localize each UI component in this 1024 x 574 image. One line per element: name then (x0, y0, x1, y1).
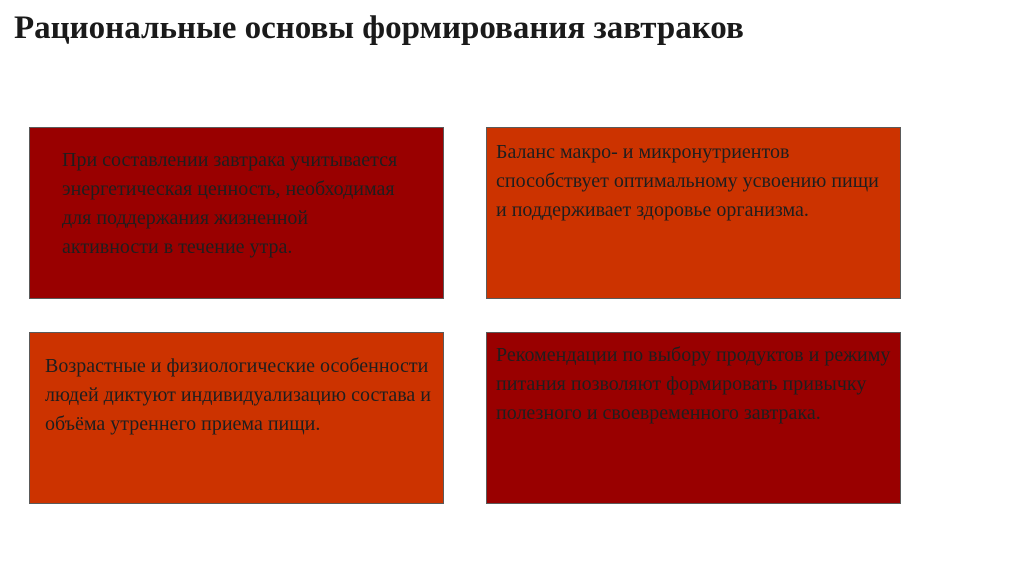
text-box-age-physiology-text: Возрастные и физиологические особенности людей диктуют индивидуализацию состава и объёма утреннего приема пищи. (45, 355, 431, 435)
text-box-energy-value (29, 127, 444, 299)
text-box-nutrient-balance (486, 127, 901, 299)
text-box-age-physiology (29, 332, 444, 504)
text-box-energy-value-text: При составлении завтрака учитывается энергетическая ценность, необходимая для поддержания жизненной активности в течение утра. (62, 149, 398, 258)
text-box-recommendations (486, 332, 901, 504)
slide-title: Рациональные основы формирования завтраков (14, 10, 744, 46)
text-box-nutrient-balance-text: Баланс макро- и микронутриентов способствует оптимальному усвоению пищи и поддерживает здоровье организма. (496, 141, 879, 221)
text-box-recommendations-text: Рекомендации по выбору продуктов и режиму питания позволяют формировать привычку полезного и своевременного завтрака. (496, 344, 891, 424)
